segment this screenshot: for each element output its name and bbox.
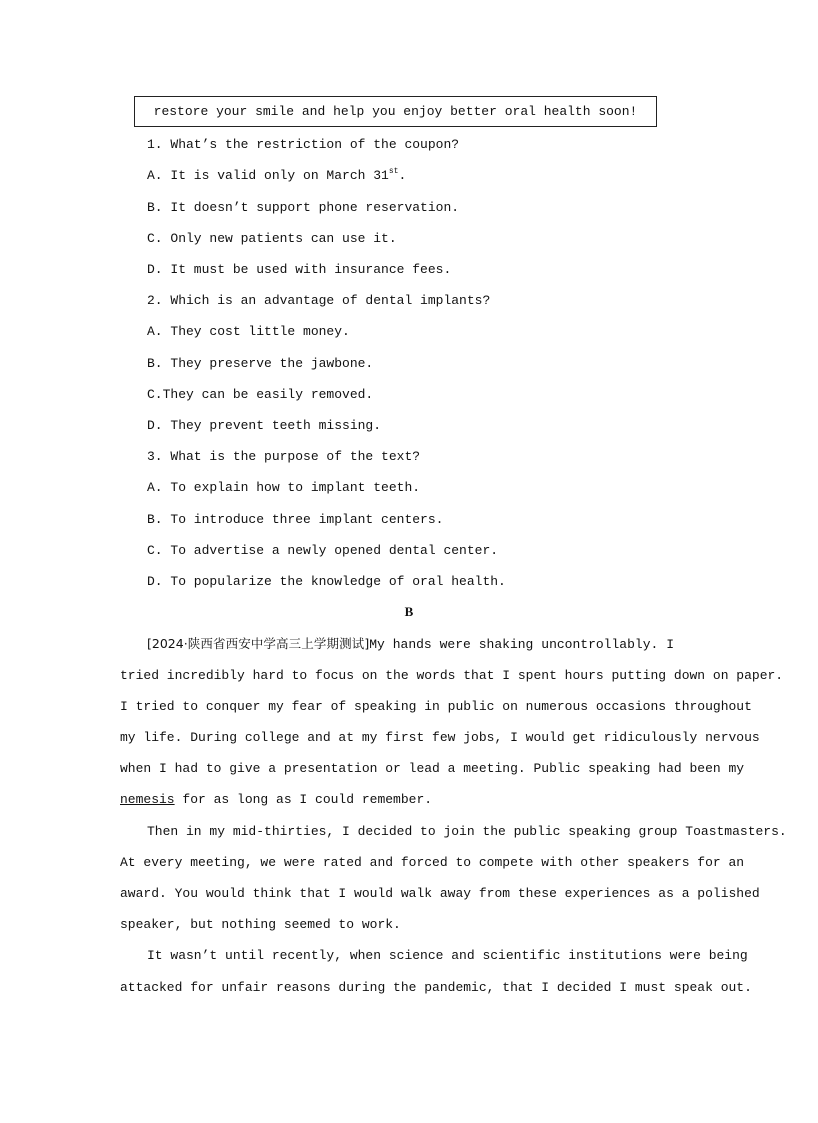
passage-line: It wasn’t until recently, when science and scientific institutions were being bbox=[147, 948, 748, 963]
passage-line bbox=[147, 636, 674, 653]
passage-line: when I had to give a presentation or lead a meeting. Public speaking had been my bbox=[120, 761, 745, 776]
section-label: B bbox=[404, 604, 414, 619]
option-1a-suffix: . bbox=[398, 168, 407, 183]
option-1a bbox=[147, 168, 406, 184]
passage-line: speaker, but nothing seemed to work. bbox=[120, 917, 401, 932]
passage-line: I tried to conquer my fear of speaking in public on numerous occasions throughout bbox=[120, 699, 752, 714]
option-2c: C.They can be easily removed. bbox=[147, 387, 374, 402]
question-1: 1. What’s the restriction of the coupon? bbox=[147, 137, 460, 152]
option-3a: A. To explain how to implant teeth. bbox=[147, 480, 421, 495]
option-1a-text: A. It is valid only on March 31 bbox=[147, 168, 389, 183]
box-text: restore your smile and help you enjoy better oral health soon! bbox=[153, 104, 638, 119]
passage-line: award. You would think that I would walk away from these experiences as a polished bbox=[120, 886, 760, 901]
passage-line: Then in my mid-thirties, I decided to join the public speaking group Toastmasters. bbox=[147, 824, 787, 839]
underlined-word: nemesis bbox=[120, 792, 175, 807]
option-3d: D. To popularize the knowledge of oral health. bbox=[147, 574, 506, 589]
option-2a: A. They cost little money. bbox=[147, 324, 350, 339]
passage-text: for as long as I could remember. bbox=[174, 792, 433, 807]
question-3: 3. What is the purpose of the text? bbox=[147, 449, 421, 464]
option-2d: D. They prevent teeth missing. bbox=[147, 418, 382, 433]
option-1c: C. Only new patients can use it. bbox=[147, 231, 397, 246]
question-2: 2. Which is an advantage of dental implants? bbox=[147, 293, 491, 308]
option-1b: B. It doesn’t support phone reservation. bbox=[147, 200, 460, 215]
option-3c: C. To advertise a newly opened dental center. bbox=[147, 543, 499, 558]
text-box bbox=[134, 96, 657, 127]
option-1d: D. It must be used with insurance fees. bbox=[147, 262, 452, 277]
passage-line: At every meeting, we were rated and forced to compete with other speakers for an bbox=[120, 855, 745, 870]
passage-line: my life. During college and at my first few jobs, I would get ridiculously nervous bbox=[120, 730, 760, 745]
option-3b: B. To introduce three implant centers. bbox=[147, 512, 444, 527]
passage-line bbox=[120, 792, 674, 808]
source-tag: [2024·陕西省西安中学高三上学期测试] bbox=[147, 636, 370, 651]
passage-text: My hands were shaking uncontrollably. I bbox=[369, 637, 675, 652]
option-1a-sup: st bbox=[388, 167, 399, 176]
passage-line: attacked for unfair reasons during the pandemic, that I decided I must speak out. bbox=[120, 980, 752, 995]
passage-line: tried incredibly hard to focus on the words that I spent hours putting down on paper. bbox=[120, 668, 784, 683]
option-2b: B. They preserve the jawbone. bbox=[147, 356, 374, 371]
